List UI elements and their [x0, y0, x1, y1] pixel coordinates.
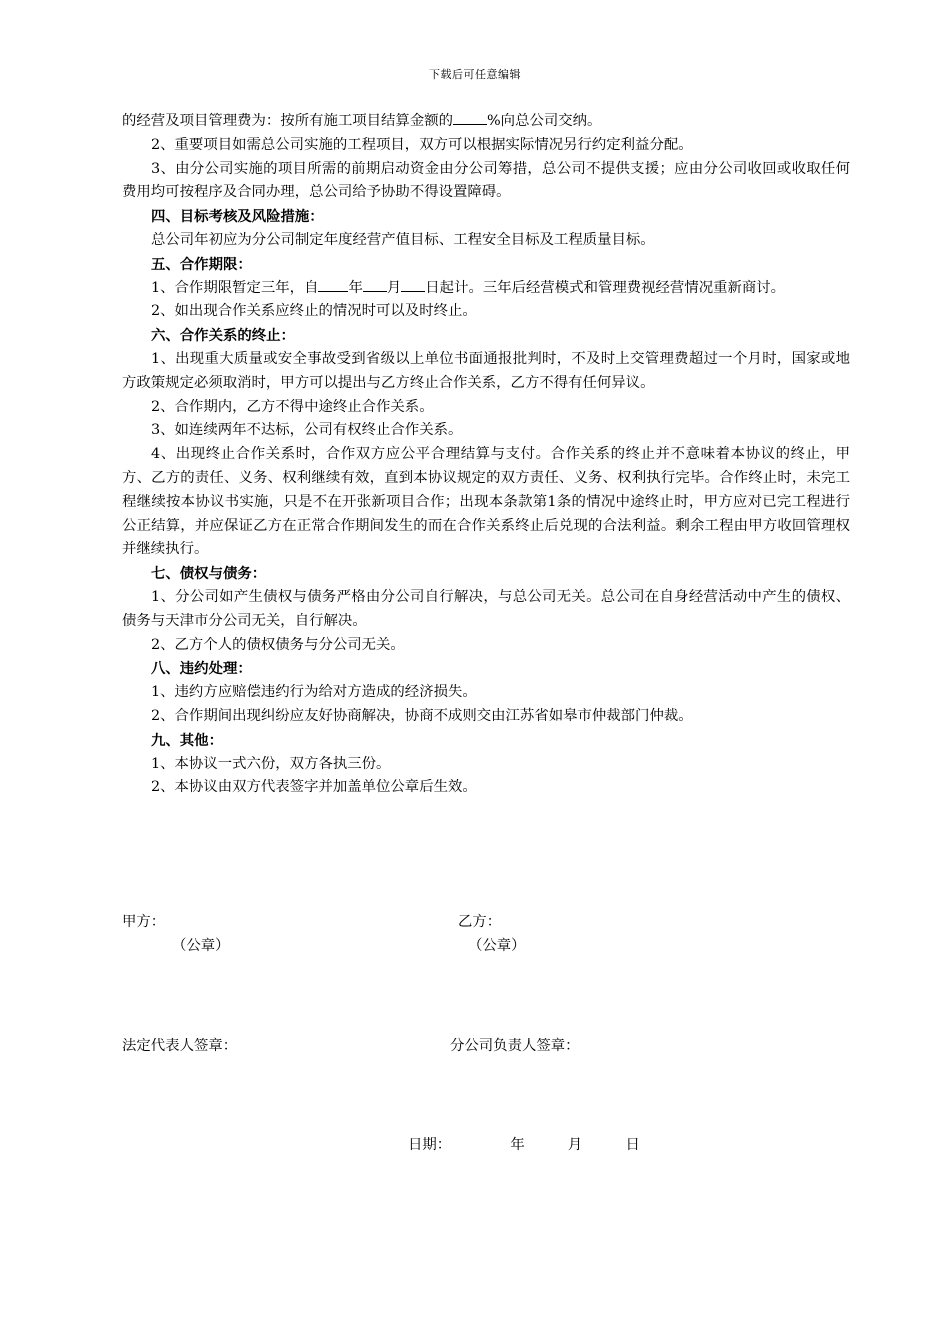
paragraph-fragment: 年 — [348, 279, 363, 296]
section-heading: 七、债权与债务： — [151, 565, 267, 583]
paragraph: 2、合作期间出现纠纷应友好协商解决，协商不成则交由江苏省如皋市仲裁部门仲裁。 — [151, 707, 693, 724]
paragraph: 2、重要项目如需总公司实施的工程项目，双方可以根据实际情况另行约定利益分配。 — [151, 136, 693, 153]
header-note: 下载后可任意编辑 — [429, 68, 521, 81]
paragraph: 2、乙方个人的债权债务与分公司无关。 — [151, 636, 405, 653]
paragraph: 3、如连续两年不达标，公司有权终止合作关系。 — [151, 422, 463, 439]
section-heading: 九、其他： — [151, 731, 223, 749]
date-day: 日 — [625, 1137, 640, 1153]
document-body — [122, 110, 850, 800]
fill-in-blank — [363, 277, 387, 292]
fill-in-blank — [318, 277, 348, 292]
fill-in-blank — [453, 110, 487, 125]
paragraph-fragment: 1、合作期限暂定三年，自 — [151, 279, 319, 296]
party-a-seal: （公章） — [172, 938, 230, 954]
section-heading: 五、合作期限： — [151, 255, 252, 273]
paragraph-fragment: 的经营及项目管理费为：按所有施工项目结算金额的 — [122, 113, 453, 129]
paragraph — [122, 110, 850, 134]
date-month: 月 — [567, 1137, 583, 1153]
party-a-label: 甲方： — [122, 914, 166, 930]
party-b-label: 乙方： — [458, 914, 502, 930]
paragraph: 4、出现终止合作关系时，合作双方应公平合理结算与支付。合作关系的终止并不意味着本协议的终止，甲方、乙方的责任、义务、权利继续有效，直到本协议规定的双方责任、义务、权利执行完毕。合作终止时，未完工程继续按本协议书实施，只是不在开张新项目合作；出现本条款第1条的情况中途终止时，甲方应对已完工程进行公正结算，并应保证乙方在正常合作期间发生的而在合作关系终止后兑现的合法利益。剩余工程由甲方收回管理权并继续执行。 — [122, 446, 850, 558]
paragraph: 1、本协议一式六份，双方各执三份。 — [151, 755, 391, 772]
paragraph: 1、违约方应赔偿违约行为给对方造成的经济损失。 — [151, 684, 477, 701]
paragraph: 总公司年初应为分公司制定年度经营产值目标、工程安全目标及工程质量目标。 — [151, 231, 655, 248]
legal-rep-signature-label: 法定代表人签章： — [122, 1038, 238, 1054]
section-heading: 六、合作关系的终止： — [151, 327, 295, 345]
section-heading: 八、违约处理： — [151, 660, 252, 678]
paragraph-fragment: 日起计。三年后经营模式和管理费视经营情况重新商讨。 — [425, 279, 786, 296]
paragraph: 1、出现重大质量或安全事故受到省级以上单位书面通报批判时，不及时上交管理费超过一个月时，国家或地方政策规定必须取消时，甲方可以提出与乙方终止合作关系，乙方不得有任何异议。 — [122, 350, 850, 391]
paragraph: 2、本协议由双方代表签字并加盖单位公章后生效。 — [151, 779, 477, 796]
paragraph: 3、由分公司实施的项目所需的前期启动资金由分公司筹措，总公司不提供支援；应由分公司收回或收取任何费用均可按程序及合同办理，总公司给予协助不得设置障碍。 — [122, 160, 850, 201]
date-year: 年 — [510, 1137, 525, 1153]
fill-in-blank — [401, 277, 425, 292]
paragraph: 1、分公司如产生债权与债务严格由分公司自行解决，与总公司无关。总公司在自身经营活动中产生的债权、债务与天津市分公司无关，自行解决。 — [122, 588, 850, 629]
date-label: 日期： — [408, 1137, 452, 1153]
paragraph: 2、如出现合作关系应终止的情况时可以及时终止。 — [151, 303, 477, 320]
section-heading: 四、目标考核及风险措施： — [151, 208, 324, 226]
paragraph-fragment: %向总公司交纳。 — [487, 113, 602, 129]
paragraph: 2、合作期内，乙方不得中途终止合作关系。 — [151, 398, 434, 415]
paragraph-fragment: 月 — [386, 279, 402, 296]
date-line — [408, 1133, 640, 1154]
paragraph — [122, 277, 850, 301]
party-b-seal: （公章） — [468, 938, 526, 954]
branch-head-signature-label: 分公司负责人签章： — [450, 1038, 580, 1054]
